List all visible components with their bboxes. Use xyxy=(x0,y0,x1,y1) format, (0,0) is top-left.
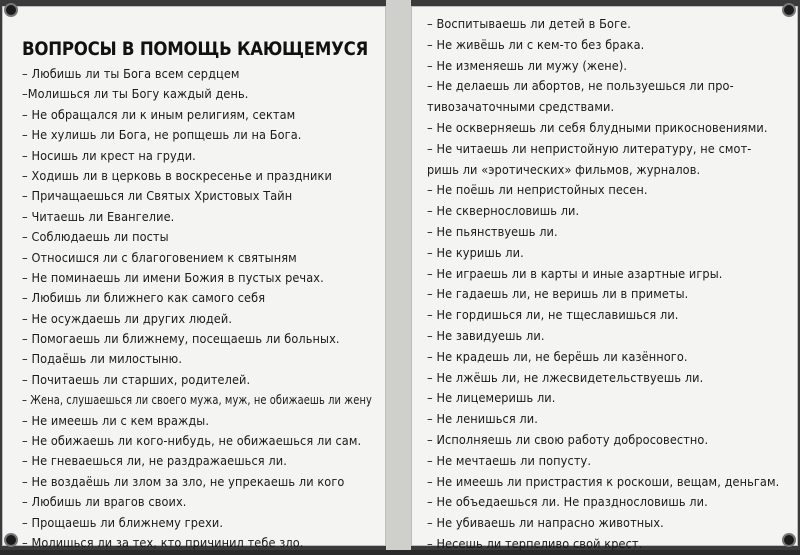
list-item xyxy=(427,97,779,118)
list-item-text: – Носишь ли крест на груди. xyxy=(22,147,196,163)
list-item xyxy=(22,472,423,492)
list-item xyxy=(22,248,423,268)
list-item xyxy=(22,309,423,329)
list-item xyxy=(427,35,779,56)
list-item xyxy=(427,534,779,555)
list-item xyxy=(22,533,423,553)
list-item xyxy=(22,207,423,227)
list-item xyxy=(427,76,779,97)
list-item-text: – Не куришь ли. xyxy=(427,244,524,260)
list-item xyxy=(427,430,779,451)
list-item-text: – Не воздаёшь ли злом за зло, не упрекаешь ли кого xyxy=(22,473,345,489)
list-item-text: – Ходишь ли в церковь в воскресенье и праздники xyxy=(22,167,332,183)
list-item xyxy=(427,243,779,264)
list-item xyxy=(427,118,779,139)
pin-icon xyxy=(784,5,794,15)
list-item-text: ришь ли «эротических» фильмов, журналов. xyxy=(427,161,701,177)
list-item-text: – Не обращался ли к иным религиям, сектам xyxy=(22,106,296,122)
list-item xyxy=(22,146,423,166)
list-item xyxy=(427,326,779,347)
list-item xyxy=(22,349,423,369)
list-item-text: – Не обижаешь ли кого-нибудь, не обижаешься ли сам. xyxy=(22,433,362,449)
list-item-text: – Не хулишь ли Бога, не ропщешь ли на Бога. xyxy=(22,127,302,143)
list-item xyxy=(22,105,423,125)
list-item-text: – Не делаешь ли абортов, не пользуешься ли про- xyxy=(427,78,734,94)
list-item xyxy=(22,431,423,451)
list-item-text: – Не объедаешься ли. Не празднословишь ли. xyxy=(427,494,708,510)
list-item xyxy=(427,513,779,534)
list-item-text: – Не имеешь ли с кем вражды. xyxy=(22,412,210,428)
list-item-text: – Причащаешься ли Святых Христовых Тайн xyxy=(22,188,293,204)
list-item xyxy=(22,268,423,288)
pin-icon xyxy=(6,535,16,545)
list-item xyxy=(427,347,779,368)
list-item xyxy=(22,411,423,431)
list-item-text: – Любишь ли врагов своих. xyxy=(22,494,187,510)
list-item xyxy=(22,451,423,471)
list-item xyxy=(22,227,423,247)
list-item-text: – Подаёшь ли милостыню. xyxy=(22,351,183,367)
list-item-text: – Не читаешь ли непристойную литературу, не смот- xyxy=(427,140,752,156)
list-item-text: – Любишь ли ты Бога всем сердцем xyxy=(22,66,240,81)
list-item-text: – Не сквернословишь ли. xyxy=(427,203,580,219)
list-item-text: – Воспитываешь ли детей в Боге. xyxy=(427,16,631,31)
list-item-text: – Не ленишься ли. xyxy=(427,411,538,427)
list-item xyxy=(22,492,423,512)
list-item xyxy=(427,180,779,201)
left-sheet xyxy=(2,6,386,550)
list-item-text: – Не убиваешь ли напрасно животных. xyxy=(427,515,664,531)
list-item xyxy=(427,222,779,243)
list-item xyxy=(427,451,779,472)
list-item xyxy=(22,288,423,308)
list-item xyxy=(22,370,423,390)
list-item-text: – Помогаешь ли ближнему, посещаешь ли больных. xyxy=(22,331,340,347)
list-item-text: – Не осуждаешь ли других людей. xyxy=(22,310,233,326)
pin-icon xyxy=(6,5,16,15)
list-item-text: – Не гневаешься ли, не раздражаешься ли. xyxy=(22,453,287,469)
list-item xyxy=(22,84,423,104)
list-item xyxy=(22,166,423,186)
list-item-text: – Не изменяешь ли мужу (жене). xyxy=(427,57,628,73)
list-item-text: – Не гадаешь ли, не веришь ли в приметы. xyxy=(427,286,689,302)
list-item-text: – Не мечтаешь ли попусту. xyxy=(427,452,592,468)
list-item-text: – Не поёшь ли непристойных песен. xyxy=(427,182,648,198)
page-title: ВОПРОСЫ В ПОМОЩЬ КАЮЩЕМУСЯ xyxy=(22,38,369,60)
list-item xyxy=(22,186,423,206)
list-item xyxy=(427,409,779,430)
list-item-text: – Не завидуешь ли. xyxy=(427,327,545,343)
list-item xyxy=(22,513,423,533)
list-item xyxy=(427,388,779,409)
list-item-text: – Не играешь ли в карты и иные азартные игры. xyxy=(427,265,723,281)
list-item-text: – Не гордишься ли, не тщеславишься ли. xyxy=(427,307,679,323)
list-item xyxy=(427,264,779,285)
list-item-text: – Не оскверняешь ли себя блудными прикосновениями. xyxy=(427,119,768,135)
list-item-text: – Соблюдаешь ли посты xyxy=(22,229,169,245)
list-item xyxy=(427,472,779,493)
list-item-text: – Почитаешь ли старших, родителей. xyxy=(22,371,251,387)
list-item-text: – Не крадешь ли, не берёшь ли казённого. xyxy=(427,348,688,364)
list-item xyxy=(427,201,779,222)
list-item-text: – Не имеешь ли пристрастия к роскоши, вещам, деньгам. xyxy=(427,473,780,489)
list-item-text: – Не живёшь ли с кем-то без брака. xyxy=(427,36,645,52)
list-item-text: – Не лицемеришь ли. xyxy=(427,390,556,406)
right-sheet xyxy=(411,6,798,551)
pin-icon xyxy=(784,535,794,545)
list-item-text: – Не поминаешь ли имени Божия в пустых речах. xyxy=(22,269,324,285)
list-item-text: –Молишься ли ты Богу каждый день. xyxy=(22,86,249,102)
list-item-text: – Читаешь ли Евангелие. xyxy=(22,208,175,224)
list-item-text: – Несешь ли терпеливо свой крест. xyxy=(427,535,643,551)
right-question-list xyxy=(427,14,779,555)
list-item xyxy=(427,139,779,160)
list-item xyxy=(427,305,779,326)
list-item-text: – Исполняешь ли свою работу добросовестно. xyxy=(427,431,709,447)
left-question-list xyxy=(22,64,423,553)
list-item-text: – Прощаешь ли ближнему грехи. xyxy=(22,514,224,530)
list-item-text: – Любишь ли ближнего как самого себя xyxy=(22,290,266,306)
list-item-text: – Не пьянствуешь ли. xyxy=(427,223,558,239)
list-item-text: тивозачаточными средствами. xyxy=(427,99,615,115)
list-item xyxy=(427,56,779,77)
list-item-text: – Молишься ли за тех, кто причинил тебе зло. xyxy=(22,534,304,550)
list-item xyxy=(22,329,423,349)
list-item xyxy=(22,390,423,410)
list-item xyxy=(427,284,779,305)
list-item xyxy=(22,64,423,84)
list-item-text: – Относишся ли с благоговением к святыням xyxy=(22,249,297,265)
list-item xyxy=(427,492,779,513)
list-item-text: – Жена, слушаешься ли своего мужа, муж, не обижаешь ли жену xyxy=(22,392,372,408)
list-item-text: – Не лжёшь ли, не лжесвидетельствуешь ли. xyxy=(427,369,704,385)
list-item xyxy=(22,125,423,145)
list-item xyxy=(427,368,779,389)
list-item xyxy=(427,14,779,35)
list-item xyxy=(427,160,779,181)
